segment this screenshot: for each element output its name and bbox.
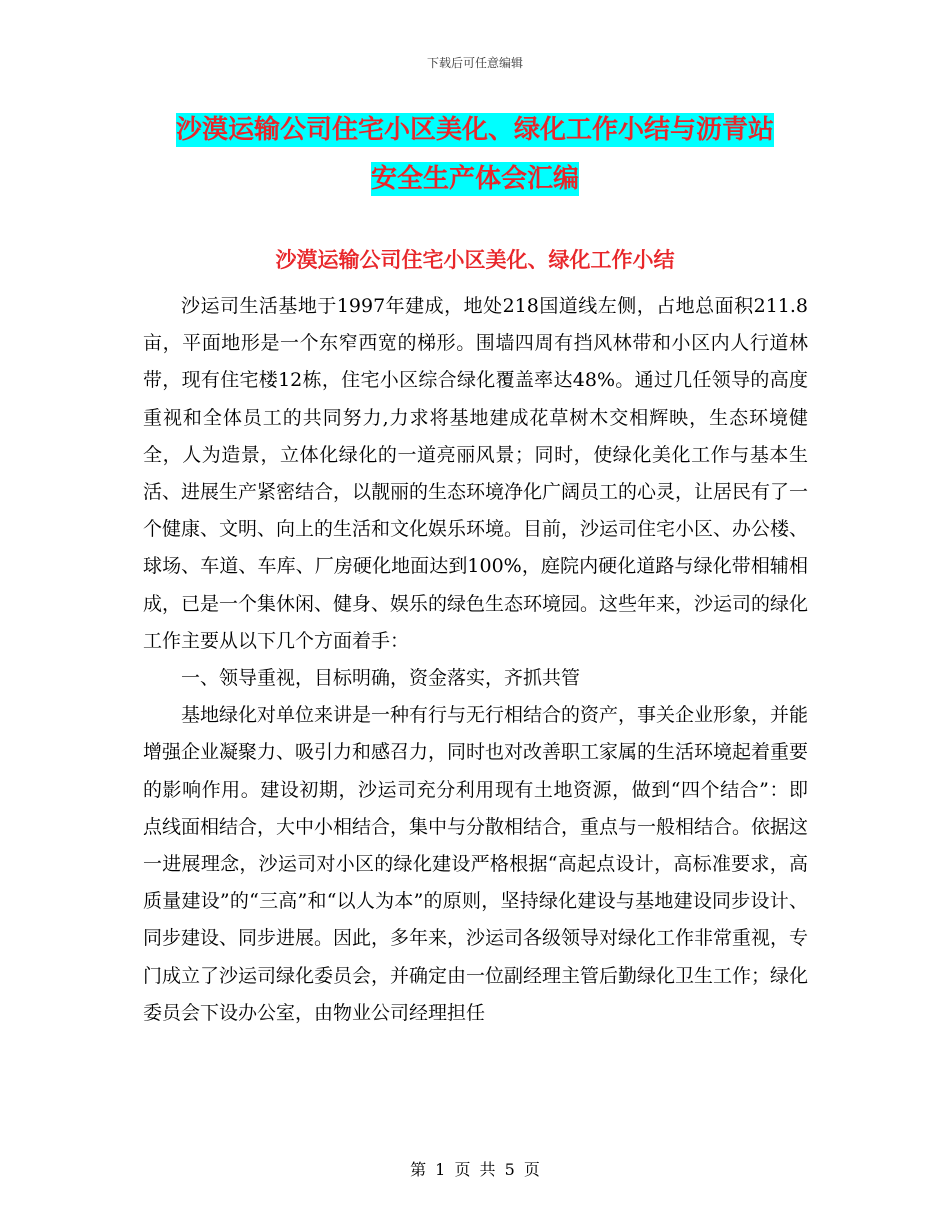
document-title-line1: 沙漠运输公司住宅小区美化、绿化工作小结与沥青站	[175, 115, 774, 145]
paragraph-3: 基地绿化对单位来讲是一种有行与无行相结合的资产，事关企业形象，并能增强企业凝聚力、吸引力和感召力，同时也对改善职工家属的生活环境起着重要的影响作用。建设初期，沙运司充分利用现有土地资源，做到“四个结合”：即点线面相结合，大中小相结合，集中与分散相结合，重点与一般相结合。依据这一进展理念，沙运司对小区的绿化建设严格根据“高起点设计，高标准要求，高质量建设”的“三高”和“以人为本”的原则，坚持绿化建设与基地建设同步设计、同步建设、同步进展。因此，多年来，沙运司各级领导对绿化工作非常重视，专门成立了沙运司绿化委员会，并确定由一位副经理主管后勤绿化卫生工作；绿化委员会下设办公室，由物业公司经理担任	[143, 704, 809, 1024]
page-header-note: 下载后可任意编辑	[426, 56, 523, 70]
document-title	[140, 106, 810, 204]
document-title-line2: 安全生产体会汇编	[370, 164, 579, 194]
paragraph-1: 沙运司生活基地于1997年建成，地处218国道线左侧，占地总面积211.8 亩，平面地形是一个东窄西宽的梯形。围墙四周有挡风林带和小区内人行道林带，现有住宅楼12栋，住宅小区综合绿化覆盖率达48%。通过几任领导的高度重视和全体员工的共同努力,力求将基地建成花草树木交相辉映，生态环境健全，人为造景，立体化绿化的一道亮丽风景；同时，使绿化美化工作与基本生活、进展生产紧密结合，以靓丽的生态环境净化广阔员工的心灵，让居民有了一个健康、文明、向上的生活和文化娱乐环境。目前，沙运司住宅小区、办公楼、球场、车道、车库、厂房硬化地面达到100%，庭院内硬化道路与绿化带相辅相成，已是一个集休闲、健身、娱乐的绿色生态环境园。这些年来，沙运司的绿化工作主要从以下几个方面着手：	[143, 295, 809, 652]
body-text	[143, 288, 808, 1032]
section-title: 沙漠运输公司住宅小区美化、绿化工作小结	[275, 248, 675, 272]
paragraph-2-heading: 一、领导重视，目标明确，资金落实，齐抓共管	[181, 667, 581, 690]
page-footer: 第 1 页 共 5 页	[410, 1160, 540, 1179]
